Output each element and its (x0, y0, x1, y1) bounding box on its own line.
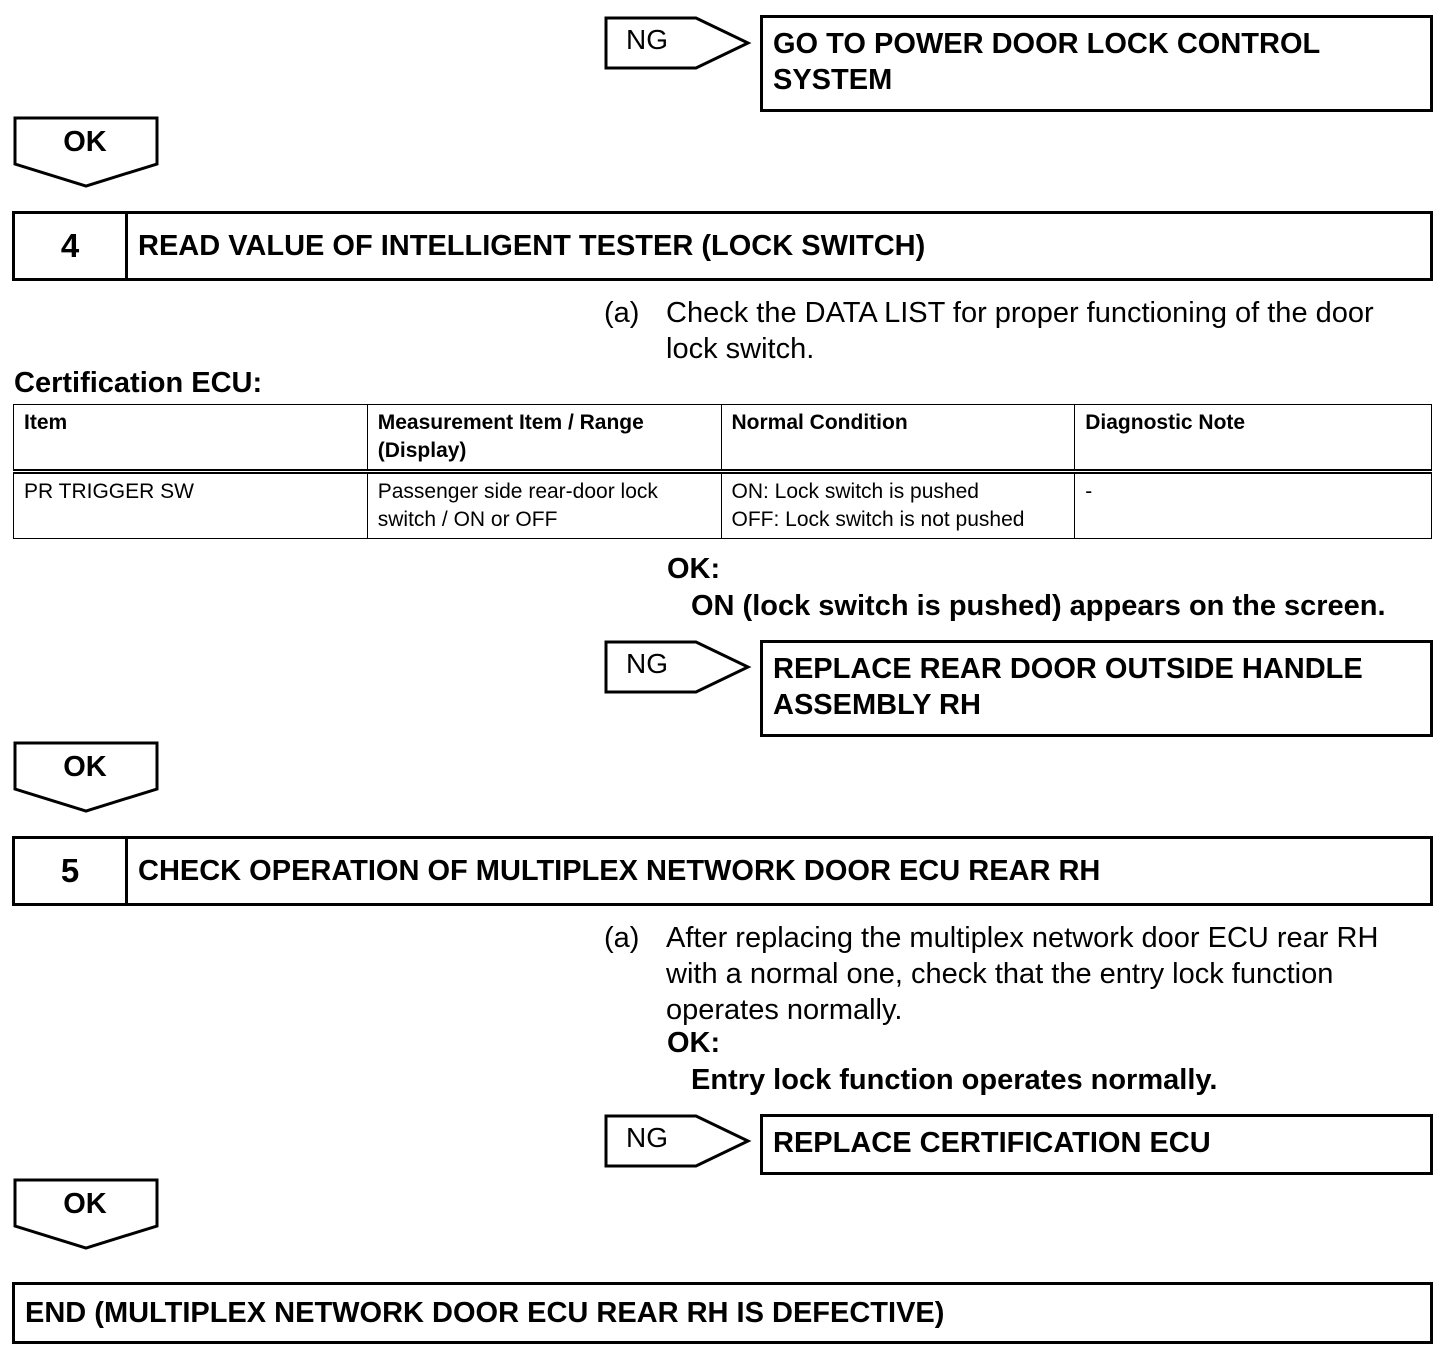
step-4-instruction (604, 295, 1434, 367)
normal-condition-line: OFF: Lock switch is not pushed (731, 508, 1025, 531)
ng2-result-text: REPLACE REAR DOOR OUTSIDE HANDLE ASSEMBLY RH (773, 653, 1363, 721)
ok-heading: OK: (667, 553, 721, 585)
ng3-result-box (760, 1114, 1433, 1175)
ok-arrow-2 (13, 741, 161, 815)
ok-label: OK (63, 1188, 107, 1220)
ok-arrow-3 (13, 1178, 161, 1252)
column-header: Item (14, 405, 368, 472)
step-5-title: CHECK OPERATION OF MULTIPLEX NETWORK DOOR ECU REAR RH (138, 854, 1101, 887)
instruction-text: After replacing the multiplex network door ECU rear RH with a normal one, check that the entry lock function operates normally. (666, 922, 1379, 1026)
step-5-instruction (604, 920, 1434, 1028)
ng1-result-box (760, 15, 1433, 112)
ok-label: OK (63, 751, 107, 783)
ok-text: Entry lock function operates normally. (691, 1064, 1218, 1096)
step-5-header (12, 836, 1433, 906)
ng1-result-text: GO TO POWER DOOR LOCK CONTROL SYSTEM (773, 28, 1320, 96)
ok-heading: OK: (667, 1027, 721, 1059)
ng-arrow-1 (604, 16, 752, 72)
data-list-table (13, 404, 1432, 539)
measurement-line: switch / ON or OFF (377, 508, 558, 531)
ng3-result-text: REPLACE CERTIFICATION ECU (773, 1127, 1211, 1159)
end-box (12, 1282, 1433, 1344)
ng-label: NG (626, 1122, 668, 1153)
ng2-result-box (760, 640, 1433, 737)
table-row (14, 472, 1432, 539)
cell-diagnostic-note: - (1075, 472, 1432, 539)
instruction-text: Check the DATA LIST for proper functioning of the door lock switch. (666, 297, 1374, 365)
step-4-number: 4 (15, 214, 128, 278)
column-header: Diagnostic Note (1075, 405, 1432, 472)
section-title: Certification ECU: (14, 367, 263, 399)
measurement-line: Passenger side rear-door lock (377, 480, 658, 503)
cell-measurement (367, 472, 721, 539)
ng-arrow-3 (604, 1114, 752, 1170)
end-text: END (MULTIPLEX NETWORK DOOR ECU REAR RH IS DEFECTIVE) (25, 1296, 945, 1329)
instruction-marker: (a) (604, 297, 640, 329)
column-header: Measurement Item / Range (Display) (367, 405, 721, 472)
cell-item: PR TRIGGER SW (14, 472, 368, 539)
cell-normal-condition (721, 472, 1075, 539)
ok-arrow-1 (13, 116, 161, 190)
step-5-number: 5 (15, 839, 128, 903)
step-4-header (12, 211, 1433, 281)
step-4-title: READ VALUE OF INTELLIGENT TESTER (LOCK SWITCH) (138, 229, 926, 262)
ng-label: NG (626, 24, 668, 55)
ok-text: ON (lock switch is pushed) appears on the screen. (691, 590, 1386, 622)
column-header: Normal Condition (721, 405, 1075, 472)
ok-label: OK (63, 126, 107, 158)
normal-condition-line: ON: Lock switch is pushed (731, 480, 979, 503)
ng-arrow-2 (604, 640, 752, 696)
table-header-row (14, 405, 1432, 472)
ng-label: NG (626, 648, 668, 679)
instruction-marker: (a) (604, 922, 640, 954)
